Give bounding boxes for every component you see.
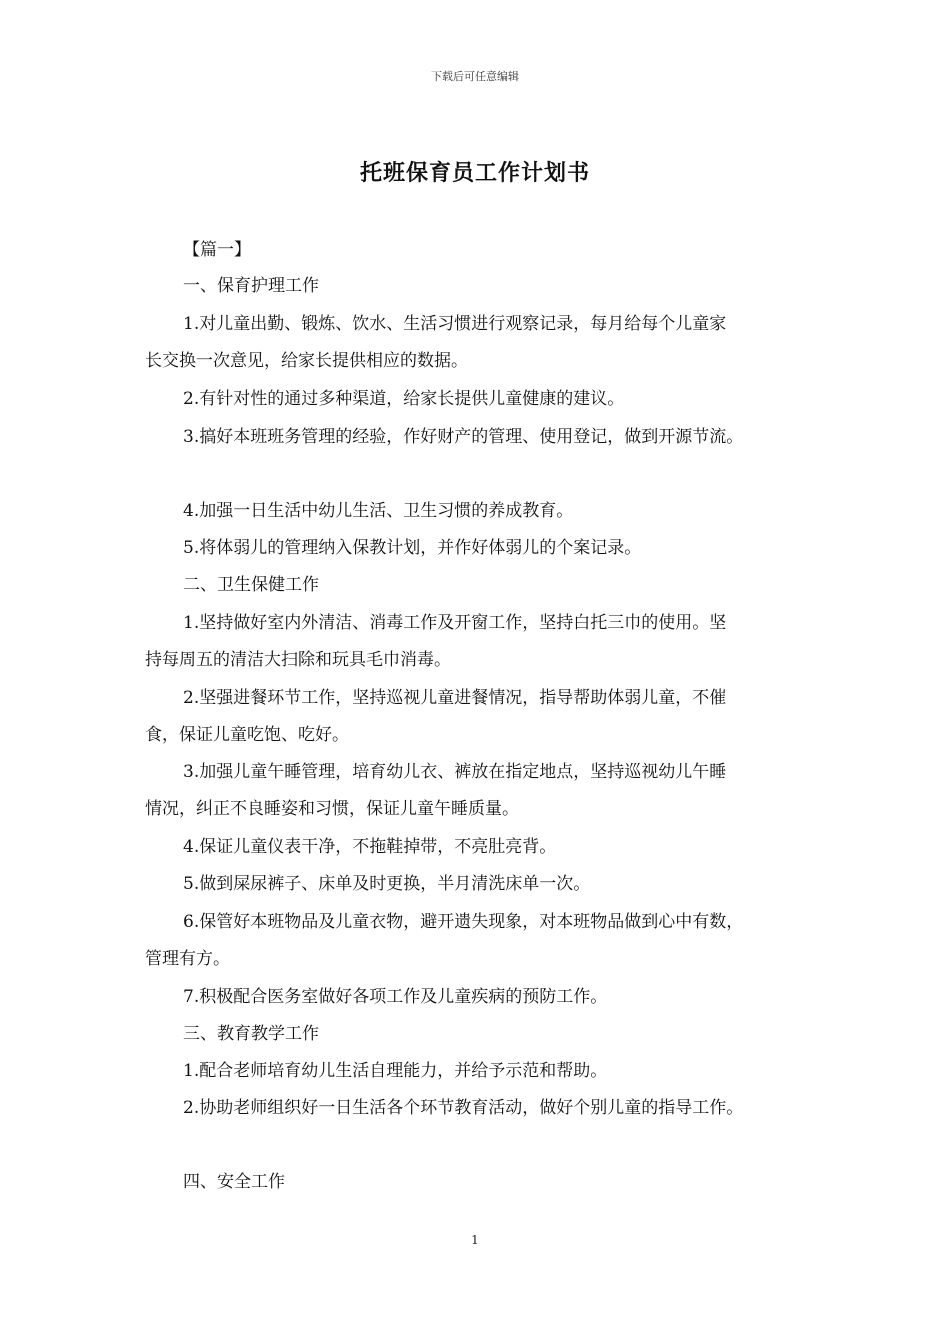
paragraph [145, 493, 825, 530]
text-line: 2.有针对性的通过多种渠道，给家长提供儿童健康的建议。 [183, 389, 625, 409]
text-line: 2.坚强进餐环节工作，坚持巡视儿童进餐情况，指导帮助体弱儿童，不催 [183, 688, 727, 708]
text-line: 3.加强儿童午睡管理，培育幼儿衣、裤放在指定地点，坚持巡视幼儿午睡 [183, 762, 727, 782]
text-line: 6.保管好本班物品及儿童衣物，避开遗失现象，对本班物品做到心中有数， [183, 912, 744, 932]
text-line: 【篇一】 [183, 240, 251, 260]
section-label [145, 232, 825, 269]
text-line: 一、保育护理工作 [183, 276, 319, 296]
page-number: 1 [471, 1233, 479, 1247]
text-line: 三、教育教学工作 [183, 1024, 319, 1044]
section-heading [145, 1016, 825, 1053]
text-line: 7.积极配合医务室做好各项工作及儿童疾病的预防工作。 [183, 987, 608, 1007]
paragraph [145, 979, 825, 1016]
text-line: 5.做到屎尿裤子、床单及时更换，半月清洗床单一次。 [183, 874, 591, 894]
text-line: 1.坚持做好室内外清洁、消毒工作及开窗工作，坚持白托三巾的使用。坚 [183, 613, 727, 633]
section-heading [145, 268, 825, 305]
paragraph [145, 419, 825, 456]
paragraph [145, 754, 825, 828]
text-line: 四、安全工作 [183, 1172, 285, 1192]
text-line: 4.保证儿童仪表干净，不拖鞋掉带，不亮肚亮背。 [183, 837, 557, 857]
paragraph [145, 866, 825, 903]
text-line: 4.加强一日生活中幼儿生活、卫生习惯的养成教育。 [183, 501, 574, 521]
paragraph [145, 530, 825, 567]
text-line: 5.将体弱儿的管理纳入保教计划，并作好体弱儿的个案记录。 [183, 538, 642, 558]
section-heading [145, 1164, 825, 1201]
header-note: 下载后可任意编辑 [431, 70, 519, 83]
text-line: 长交换一次意见，给家长提供相应的数据。 [145, 351, 468, 371]
text-line: 管理有方。 [145, 949, 230, 969]
text-line: 2.协助老师组织好一日生活各个环节教育活动，做好个别儿童的指导工作。 [183, 1098, 744, 1118]
text-line: 持每周五的清洁大扫除和玩具毛巾消毒。 [145, 650, 451, 670]
paragraph [145, 605, 825, 679]
text-line: 1.对儿童出勤、锻炼、饮水、生活习惯进行观察记录，每月给每个儿童家 [183, 314, 727, 334]
paragraph [145, 306, 825, 380]
text-line: 食，保证儿童吃饱、吃好。 [145, 725, 349, 745]
text-line: 1.配合老师培育幼儿生活自理能力，并给予示范和帮助。 [183, 1061, 608, 1081]
text-line: 3.搞好本班班务管理的经验，作好财产的管理、使用登记，做到开源节流。 [183, 427, 744, 447]
paragraph [145, 680, 825, 754]
paragraph [145, 904, 825, 978]
document-title: 托班保育员工作计划书 [359, 161, 590, 186]
section-heading [145, 567, 825, 604]
paragraph [145, 381, 825, 418]
paragraph [145, 1053, 825, 1090]
text-line: 二、卫生保健工作 [183, 575, 319, 595]
text-line: 情况，纠正不良睡姿和习惯，保证儿童午睡质量。 [145, 799, 519, 819]
paragraph [145, 1090, 825, 1127]
paragraph [145, 829, 825, 866]
